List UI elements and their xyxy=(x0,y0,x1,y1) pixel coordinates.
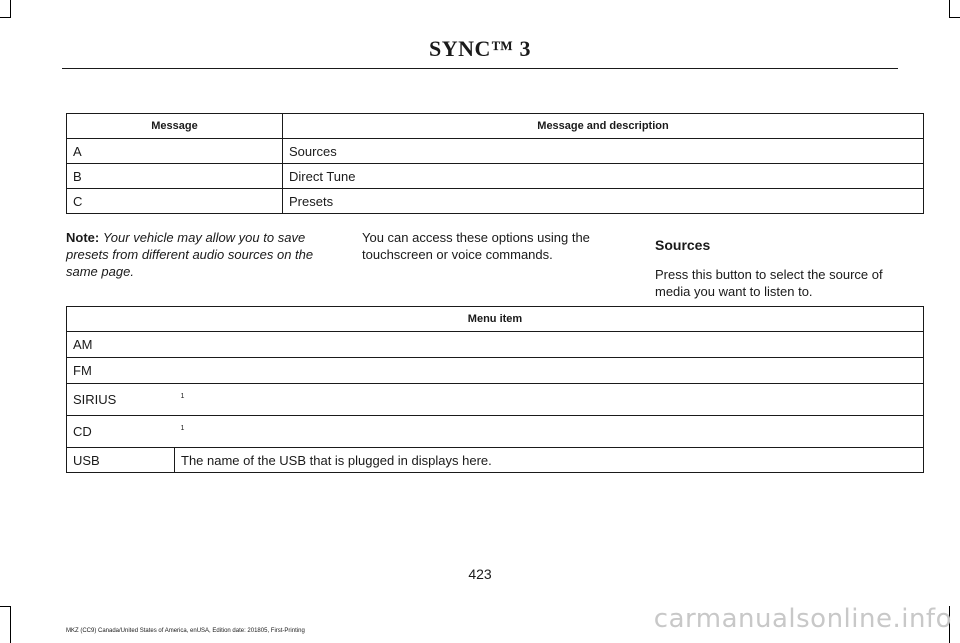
crop-mark-top-left-h xyxy=(0,17,11,18)
table-row xyxy=(67,164,924,189)
menu-item-cell: CD xyxy=(67,416,175,448)
crop-mark-top-right-h xyxy=(949,17,960,18)
description-cell: The name of the USB that is plugged in displays here. xyxy=(175,448,924,473)
sources-section xyxy=(655,233,920,300)
crop-mark-top-right-v xyxy=(949,0,950,18)
table-row xyxy=(67,332,924,358)
table-header-row xyxy=(67,307,924,332)
crop-mark-top-left-v xyxy=(10,0,11,18)
header-divider xyxy=(62,68,898,69)
footer-text: MKZ (CC9) Canada/United States of America, enUSA, Edition date: 201805, First-Printing xyxy=(66,628,305,634)
menu-item-cell: SIRIUS xyxy=(67,384,175,416)
message-cell: C xyxy=(67,189,283,214)
menu-item-cell: AM xyxy=(67,332,924,358)
page-number: 423 xyxy=(468,566,492,582)
sources-heading: Sources xyxy=(655,237,711,253)
table-row xyxy=(67,384,924,416)
description-cell: Sources xyxy=(283,139,924,164)
watermark: carmanualsonline.info xyxy=(653,604,952,634)
menu-item-table xyxy=(66,306,924,473)
table-header-row xyxy=(67,114,924,139)
note-text: Your vehicle may allow you to save presets from different audio sources on the same page. xyxy=(66,230,314,279)
column-header-menu-item: Menu item xyxy=(67,307,924,332)
table-row xyxy=(67,139,924,164)
note-paragraph xyxy=(66,229,341,280)
column-header-description: Message and description xyxy=(283,114,924,139)
table-row xyxy=(67,416,924,448)
menu-item-cell: USB xyxy=(67,448,175,473)
footnote-marker: 1 xyxy=(180,393,185,400)
table-row xyxy=(67,358,924,384)
column-header-message: Message xyxy=(67,114,283,139)
crop-mark-bottom-left-v xyxy=(10,606,11,643)
description-cell: Direct Tune xyxy=(283,164,924,189)
footnote-marker: 1 xyxy=(180,425,185,432)
access-paragraph: You can access these options using the touchscreen or voice commands. xyxy=(362,230,590,262)
page-title: SYNC™ 3 xyxy=(429,36,531,61)
table-row xyxy=(67,189,924,214)
description-cell: Presets xyxy=(283,189,924,214)
table-row xyxy=(67,448,924,473)
message-cell: B xyxy=(67,164,283,189)
note-label: Note: xyxy=(66,230,100,245)
crop-mark-bottom-left-h xyxy=(0,606,11,607)
menu-item-cell: FM xyxy=(67,358,924,384)
message-cell: A xyxy=(67,139,283,164)
message-table xyxy=(66,113,924,214)
sources-text: Press this button to select the source of media you want to listen to. xyxy=(655,267,883,299)
